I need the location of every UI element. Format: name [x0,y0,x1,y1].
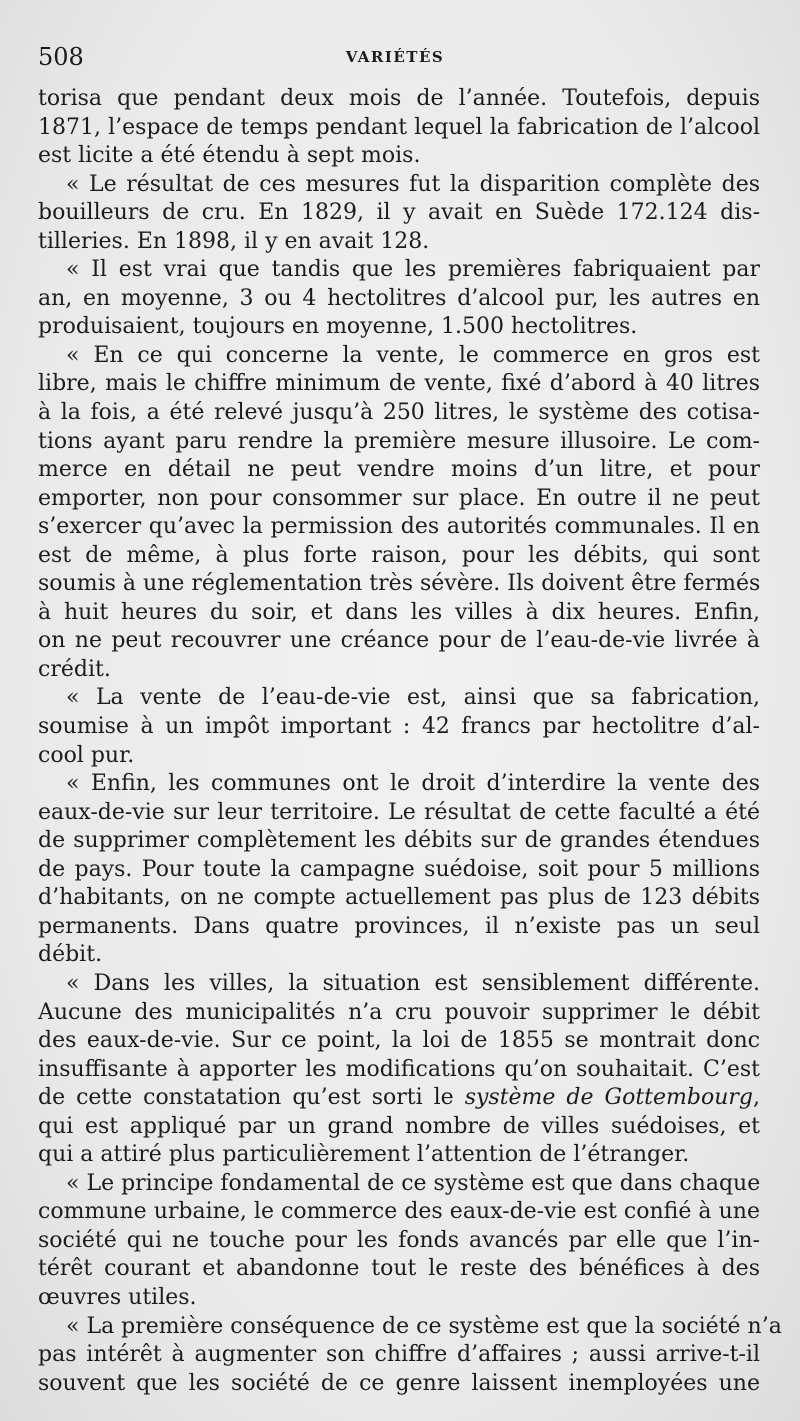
text-line: d’habitants, on ne compte actuellement pas plus de 123 débits [38,885,760,911]
text-line: eaux-de-vie sur leur territoire. Le résultat de cette faculté a été [38,799,760,825]
text-line: société qui ne touche pour les fonds avancés par elle que l’in- [38,1227,760,1253]
text-line: de cette constatation qu’est sorti le système de Gottembourg, [38,1085,760,1111]
text-line: à la fois, a été relevé jusqu’à 250 litres, le système des cotisa- [38,400,760,426]
body-text [38,85,782,1398]
text-line: souvent que les société de ce genre laissent inemployées une [38,1370,760,1396]
text-line: « La première conséquence de ce système est que la société n’a [66,1313,782,1339]
text-line: produisaient, toujours en moyenne, 1.500 hectolitres. [38,314,638,340]
text-line: an, en moyenne, 3 ou 4 hectolitres d’alcool pur, les autres en [38,285,760,311]
text-line: térêt courant et abandonne tout le reste des bénéfices à des [38,1256,760,1282]
page-number: 508 [38,43,84,71]
text-line: « Enfin, les communes ont le droit d’interdire la vente des [66,771,760,797]
text-line: débit. [38,942,103,968]
text-line: est licite a été étendu à sept mois. [38,143,421,169]
text-line: 1871, l’espace de temps pendant lequel la fabrication de l’alcool [38,114,760,140]
text-line: bouilleurs de cru. En 1829, il y avait en Suède 172.124 dis- [38,200,760,226]
text-line: œuvres utiles. [38,1284,197,1310]
text-line: « Il est vrai que tandis que les premières fabriquaient par [66,257,760,283]
text-line: permanents. Dans quatre provinces, il n’existe pas un seul [38,913,760,939]
text-line: crédit. [38,656,111,682]
running-title: VARIÉTÉS [345,48,445,66]
text-line: on ne peut recouvrer une créance pour de l’eau-de-vie livrée à [38,628,760,654]
text-line: pas intérêt à augmenter son chiffre d’affaires ; aussi arrive-t-il [38,1342,760,1368]
italic-term: système de Gottembourg [464,1085,753,1111]
text-line: « Le résultat de ces mesures fut la disparition complète des [66,171,760,197]
text-line: « En ce qui concerne la vente, le commerce en gros est [66,342,760,368]
text-line: merce en détail ne peut vendre moins d’un litre, et pour [38,457,760,483]
text-line: s’exercer qu’avec la permission des autorités communales. Il en [38,514,760,540]
text-line: torisa que pendant deux mois de l’année. Toutefois, depuis [38,86,760,111]
text-line: « Dans les villes, la situation est sensiblement différente. [66,970,760,996]
text-line: tions ayant paru rendre la première mesure illusoire. Le com- [38,428,760,454]
text-line: libre, mais le chiffre minimum de vente, fixé d’abord à 40 litres [38,371,760,397]
text-line: à huit heures du soir, et dans les villes à dix heures. Enfin, [38,599,760,625]
text-line: qui a attiré plus particulièrement l’attention de l’étranger. [38,1142,690,1168]
running-head [38,40,752,74]
text-line: de pays. Pour toute la campagne suédoise, soit pour 5 millions [38,856,760,882]
text-line: soumise à un impôt important : 42 francs par hectolitre d’al- [38,714,760,740]
text-line: des eaux-de-vie. Sur ce point, la loi de 1855 se montrait donc [38,1028,760,1054]
text-line: emporter, non pour consommer sur place. En outre il ne peut [38,485,760,511]
text-line: Aucune des municipalités n’a cru pouvoir supprimer le débit [38,999,760,1025]
text-line: « La vente de l’eau-de-vie est, ainsi que sa fabrication, [66,685,760,711]
text-line: est de même, à plus forte raison, pour les débits, qui sont [38,542,760,568]
text-line: tilleries. En 1898, il y en avait 128. [38,228,430,254]
text-line: commune urbaine, le commerce des eaux-de-vie est confié à une [38,1199,760,1225]
text-line: cool pur. [38,742,135,768]
text-line: de supprimer complètement les débits sur de grandes étendues [38,828,760,854]
text-line: qui est appliqué par un grand nombre de villes suédoises, et [38,1113,760,1139]
text-line: insuffisante à apporter les modifications qu’on souhaitait. C’est [38,1056,760,1082]
text-line: soumis à une réglementation très sévère. Ils doivent être fermés [38,571,761,597]
text-line: « Le principe fondamental de ce système est que dans chaque [66,1170,761,1196]
